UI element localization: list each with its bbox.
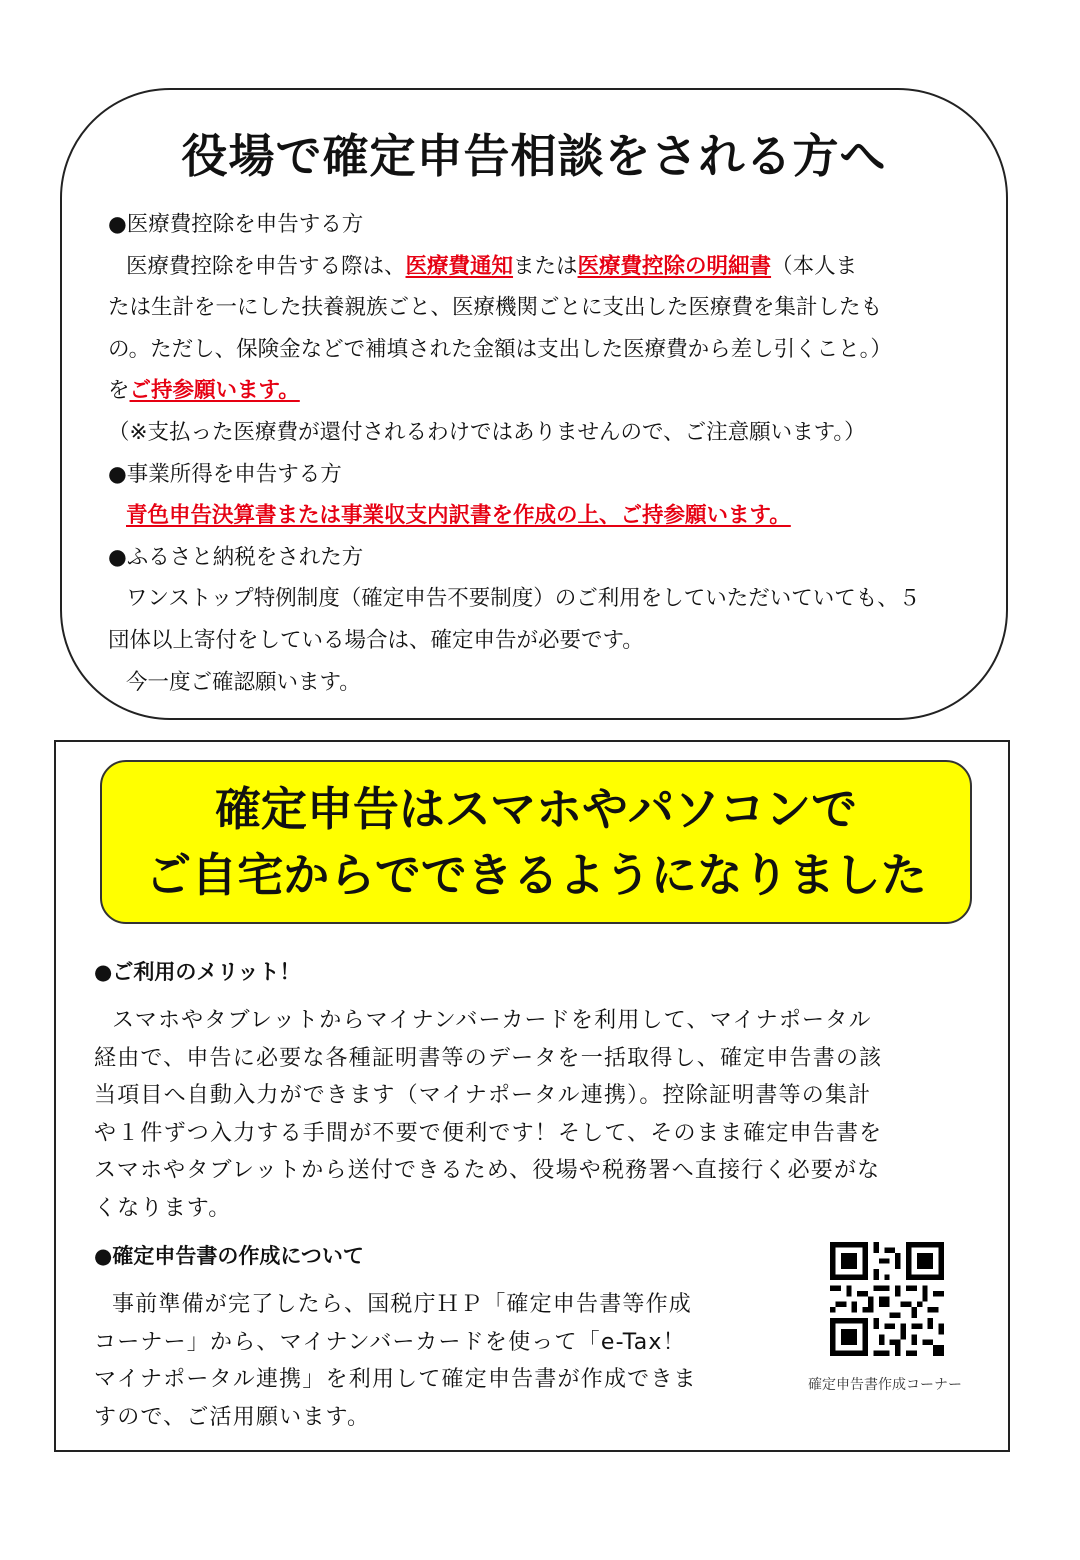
- create-line: 事前準備が完了したら、国税庁ＨＰ「確定申告書等作成: [112, 1292, 693, 1317]
- qr-code-icon[interactable]: [830, 1242, 944, 1356]
- banner-line-1: 確定申告はスマホやパソコンで: [214, 782, 858, 836]
- medical-line-1: 医療費控除を申告する際は、医療費通知または医療費控除の明細書（本人ま: [126, 253, 858, 279]
- notice-body: [108, 204, 966, 703]
- merit-line: 経由で、申告に必要な各種証明書等のデータを一括取得し、確定申告書の該: [94, 1045, 883, 1071]
- create-line: コーナー」から、マイナンバーカードを使って「e-Tax！: [94, 1329, 686, 1355]
- create-heading: ●確定申告書の作成について: [94, 1244, 364, 1268]
- consultation-notice-box: [60, 88, 1008, 720]
- qr-caption: 確定申告書作成コーナー: [808, 1377, 962, 1393]
- merit-line: や１件ずつ入力する手間が不要で便利です！そして、そのまま確定申告書を: [94, 1120, 883, 1146]
- section-furusato-heading: ●ふるさと納税をされた方: [108, 544, 364, 570]
- merit-line: スマホやタブレットからマイナンバーカードを利用して、マイナポータル: [112, 1008, 872, 1033]
- section-business-heading: ●事業所得を申告する方: [108, 461, 342, 487]
- create-line: すので、ご活用願います。: [94, 1404, 371, 1430]
- medical-line-4: をご持参願います。: [108, 378, 300, 404]
- furusato-line-1: ワンストップ特例制度（確定申告不要制度）のご利用をしていただいていても、５: [126, 586, 921, 612]
- merit-heading: ●ご利用のメリット！: [94, 960, 301, 984]
- banner-line-2: ご自宅からでできるようになりました: [145, 848, 927, 902]
- furusato-line-3: 今一度ご確認願います。: [126, 669, 361, 695]
- business-text: 青色申告決算書または事業収支内訳書を作成の上、ご持参願います。: [126, 503, 791, 529]
- merit-section: [94, 956, 968, 1228]
- create-section: [94, 1240, 748, 1436]
- create-line: マイナポータル連携」を利用して確定申告書が作成できま: [94, 1367, 697, 1393]
- medical-note: （※支払った医療費が還付されるわけではありませんので、ご注意願います。）: [108, 419, 866, 445]
- medical-line-3: の。ただし、保険金などで補填された金額は支出した医療費から差し引くこと。）: [108, 336, 892, 362]
- merit-paragraph: [94, 1002, 968, 1228]
- furusato-line-2: 団体以上寄付をしている場合は、確定申告が必要です。: [108, 627, 644, 653]
- merit-line: 当項目へ自動入力ができます（マイナポータル連携）。控除証明書等の集計: [94, 1083, 872, 1109]
- merit-line: スマホやタブレットから送付できるため、役場や税務署へ直接行く必要がな: [94, 1158, 881, 1184]
- medical-statement-highlight: 医療費控除の明細書: [577, 253, 772, 279]
- section-medical-heading: ●医療費控除を申告する方: [108, 212, 364, 237]
- bring-please-highlight: ご持参願います。: [129, 378, 300, 404]
- create-paragraph: [94, 1286, 748, 1436]
- medical-line-2: たは生計を一にした扶養親族ごと、医療機関ごとに支出した医療費を集計したも: [108, 295, 883, 321]
- notice-title: 役場で確定申告相談をされる方へ: [181, 129, 887, 183]
- online-filing-banner: [100, 760, 972, 924]
- online-filing-box: [54, 740, 1010, 1452]
- medical-notice-highlight: 医療費通知: [405, 253, 514, 279]
- merit-line: くなります。: [94, 1195, 232, 1221]
